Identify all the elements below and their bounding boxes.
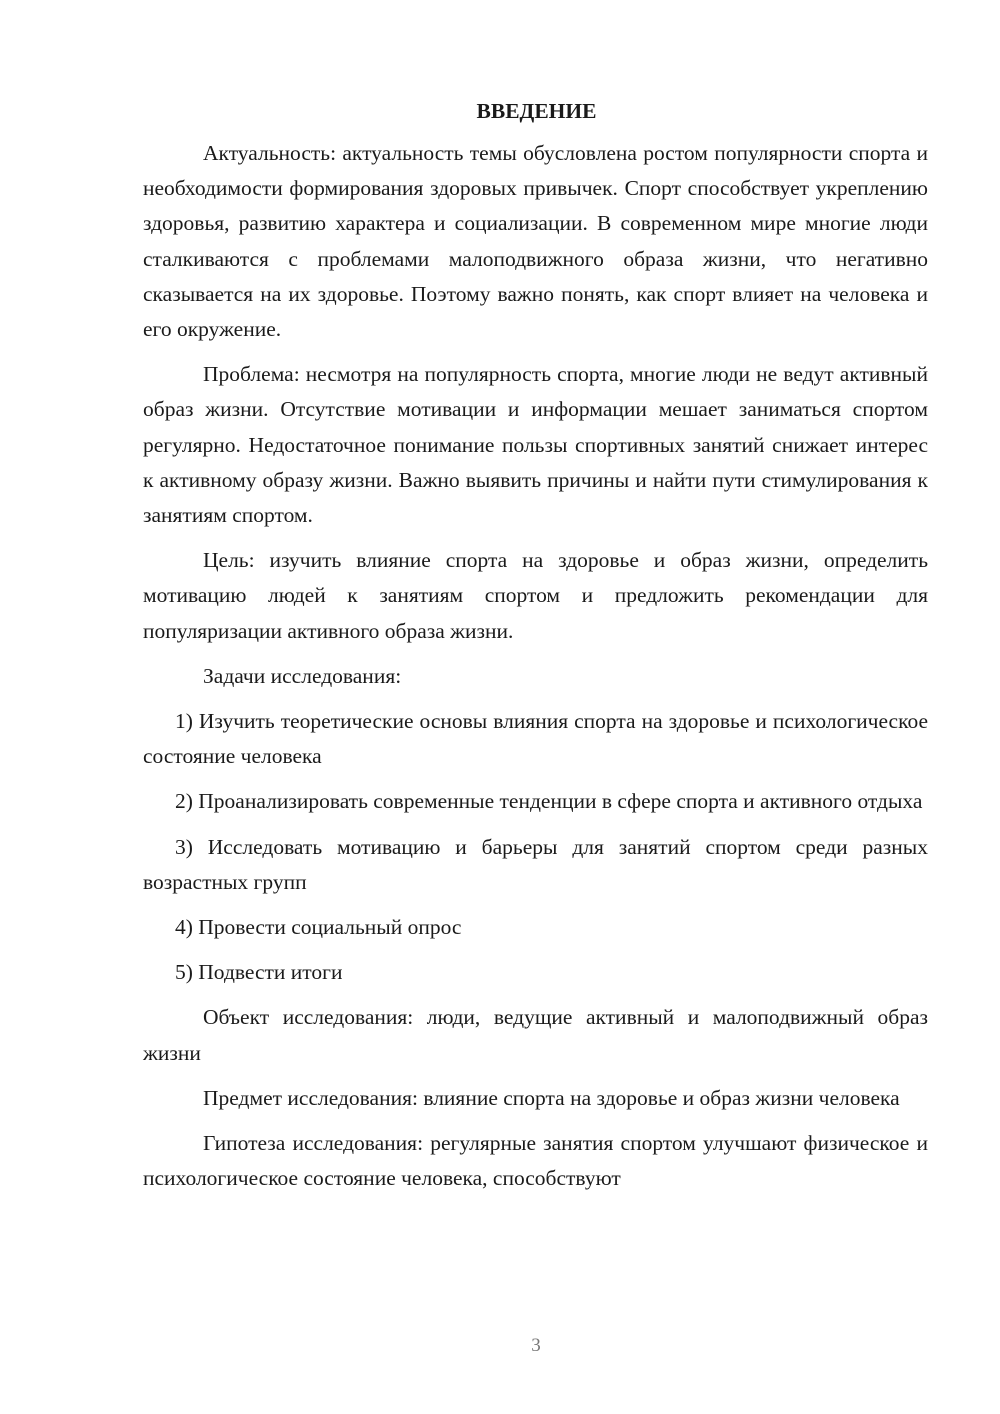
task-item: 3) Исследовать мотивацию и барьеры для занятий спортом среди разных возрастных групп — [143, 834, 928, 894]
relevance-paragraph: Актуальность: актуальность темы обусловлена ростом популярности спорта и необходимости формирования здоровых привычек. Спорт способствует укреплению здоровья, развитию характера и социализации. В современном мире многие люди сталкиваются с проблемами малоподвижного образа жизни, что негативно сказывается на их здоровье. Поэтому важно понять, как спорт влияет на человека и его окружение. — [143, 141, 928, 342]
page-number: 3 — [531, 1335, 541, 1356]
task-item: 5) Подвести итоги — [175, 960, 343, 985]
hypothesis-paragraph: Гипотеза исследования: регулярные занятия спортом улучшают физическое и психологическое состояние человека, способствуют — [143, 1131, 928, 1191]
object-paragraph: Объект исследования: люди, ведущие активный и малоподвижный образ жизни — [143, 1005, 928, 1065]
task-item: 1) Изучить теоретические основы влияния спорта на здоровье и психологическое состояние человека — [143, 709, 928, 769]
goal-paragraph: Цель: изучить влияние спорта на здоровье и образ жизни, определить мотивацию людей к занятиям спортом и предложить рекомендации для популяризации активного образа жизни. — [143, 548, 928, 643]
task-item: 2) Проанализировать современные тенденции в сфере спорта и активного отдыха — [175, 789, 923, 814]
page-heading: ВВЕДЕНИЕ — [476, 99, 597, 123]
tasks-title: Задачи исследования: — [203, 663, 402, 688]
problem-paragraph: Проблема: несмотря на популярность спорта, многие люди не ведут активный образ жизни. Отсутствие мотивации и информации мешает заниматься спортом регулярно. Недостаточное понимание пользы спортивных занятий снижает интерес к активному образу жизни. Важно выявить причины и найти пути стимулирования к занятиям спортом. — [143, 362, 928, 528]
subject-paragraph: Предмет исследования: влияние спорта на здоровье и образ жизни человека — [203, 1085, 900, 1110]
task-item: 4) Провести социальный опрос — [175, 915, 462, 940]
page-content — [143, 96, 928, 1206]
